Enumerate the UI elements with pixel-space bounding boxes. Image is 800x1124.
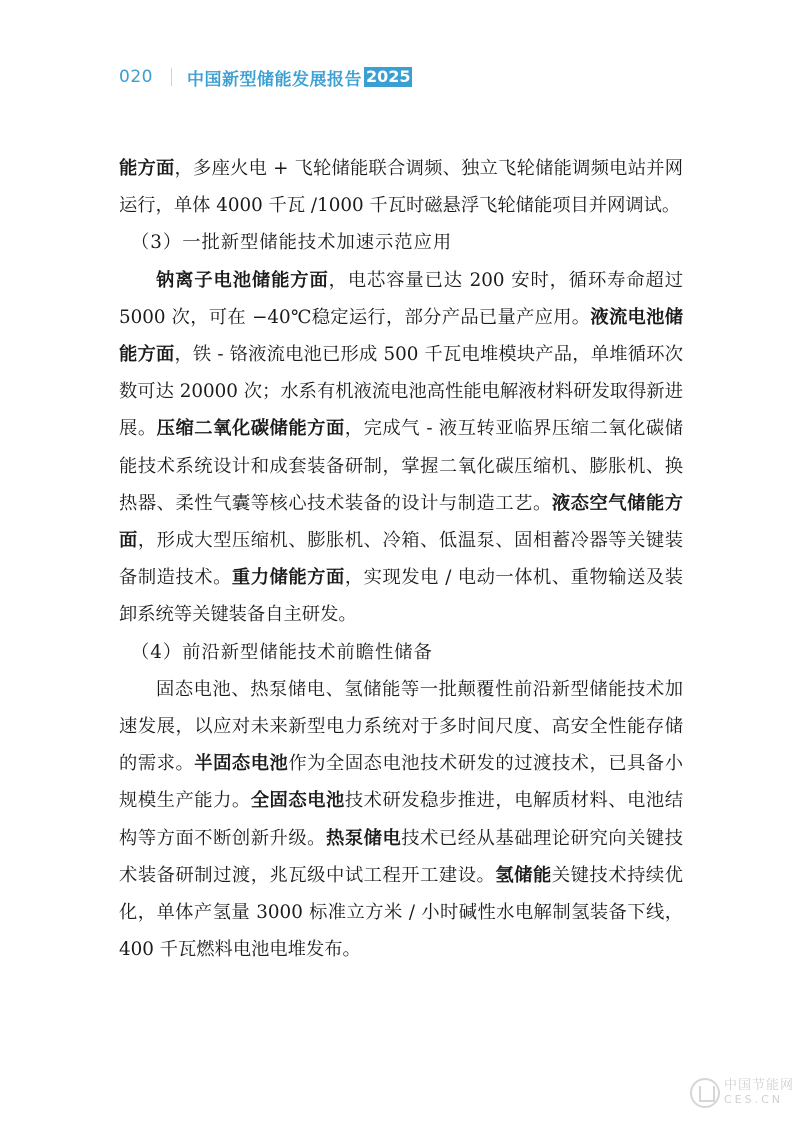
watermark-en: CES.CN	[724, 1093, 784, 1106]
report-title: 中国新型储能发展报告	[186, 69, 362, 90]
bold-term: 能方面	[119, 158, 175, 179]
bold-term: 重力储能方面	[231, 567, 345, 589]
paragraph-text: ，多座火电 + 飞轮储能联合调频、独立飞轮储能调频电站并网运行，单体 4000 千瓦 /1000 千瓦时磁悬浮飞轮储能项目并网调试。	[119, 158, 684, 217]
bold-term: 压缩二氧化碳储能方面	[156, 418, 345, 440]
watermark-cn: 中国节能网	[724, 1078, 795, 1093]
header-divider	[171, 68, 172, 86]
report-year-badge: 2025	[365, 67, 411, 86]
bold-term: 液态空气储能方面	[119, 492, 684, 552]
bold-term: 钠离子电池储能方面	[156, 269, 329, 291]
paragraph-text: 技术已经从基础理论研究向关键技术装备研制过渡，兆瓦级中试工程开工建设。	[119, 827, 684, 886]
paragraph-text: ，形成大型压缩机、膨胀机、冷箱、低温泵、固相蓄冷器等关键装备制造技术。	[119, 530, 684, 589]
bold-term: 半固态电池	[194, 753, 289, 775]
bold-term: 热泵储电	[326, 827, 402, 849]
paragraph-text: ，实现发电 / 电动一体机、重物输送及装卸系统等关键装备自主研发。	[119, 567, 684, 626]
paragraph-flywheel	[119, 150, 683, 224]
paragraph-frontier-techs	[119, 671, 683, 969]
page-body	[119, 150, 683, 968]
watermark	[690, 1078, 794, 1108]
paragraph-demo-techs	[119, 262, 683, 634]
paragraph-text: 作为全固态电池技术研发的过渡技术，已具备小规模生产能力。	[119, 753, 684, 812]
paragraph-text: 固态电池、热泵储电、氢储能等一批颠覆性前沿新型储能技术加速发展，以应对未来新型电力系统对于多时间尺度、高安全性能存储的需求。	[119, 678, 683, 775]
paragraph-text: ，铁 - 铬液流电池已形成 500 千瓦电堆模块产品，单堆循环次数可达 20000 次；水系有机液流电池高性能电解液材料研发取得新进展。	[119, 344, 683, 440]
section-heading-4: （4）前沿新型储能技术前瞻性储备	[131, 641, 433, 663]
ces-logo-icon	[690, 1078, 720, 1108]
paragraph-text: 技术研发稳步推进，电解质材料、电池结构等方面不断创新升级。	[119, 790, 684, 849]
section-heading-3: （3）一批新型储能技术加速示范应用	[131, 232, 453, 254]
bold-term: 液流电池储能方面	[119, 306, 683, 366]
page-number: 020	[119, 67, 153, 87]
paragraph-text: ，完成气 - 液互转亚临界压缩二氧化碳储能技术系统设计和成套装备研制，掌握二氧化碳压缩机、膨胀机、换热器、柔性气囊等核心技术装备的设计与制造工艺。	[119, 418, 683, 514]
bold-term: 氢储能	[495, 864, 552, 886]
page-header	[119, 64, 412, 90]
paragraph-text: ，电芯容量已达 200 安时，循环寿命超过 5000 次，可在 −40℃稳定运行，部分产品已量产应用。	[119, 269, 684, 328]
paragraph-text: 关键技术持续优化，单体产氢量 3000 标准立方米 / 小时碱性水电解制氢装备下线，400 千瓦燃料电池电堆发布。	[119, 864, 684, 961]
bold-term: 全固态电池	[250, 790, 345, 812]
